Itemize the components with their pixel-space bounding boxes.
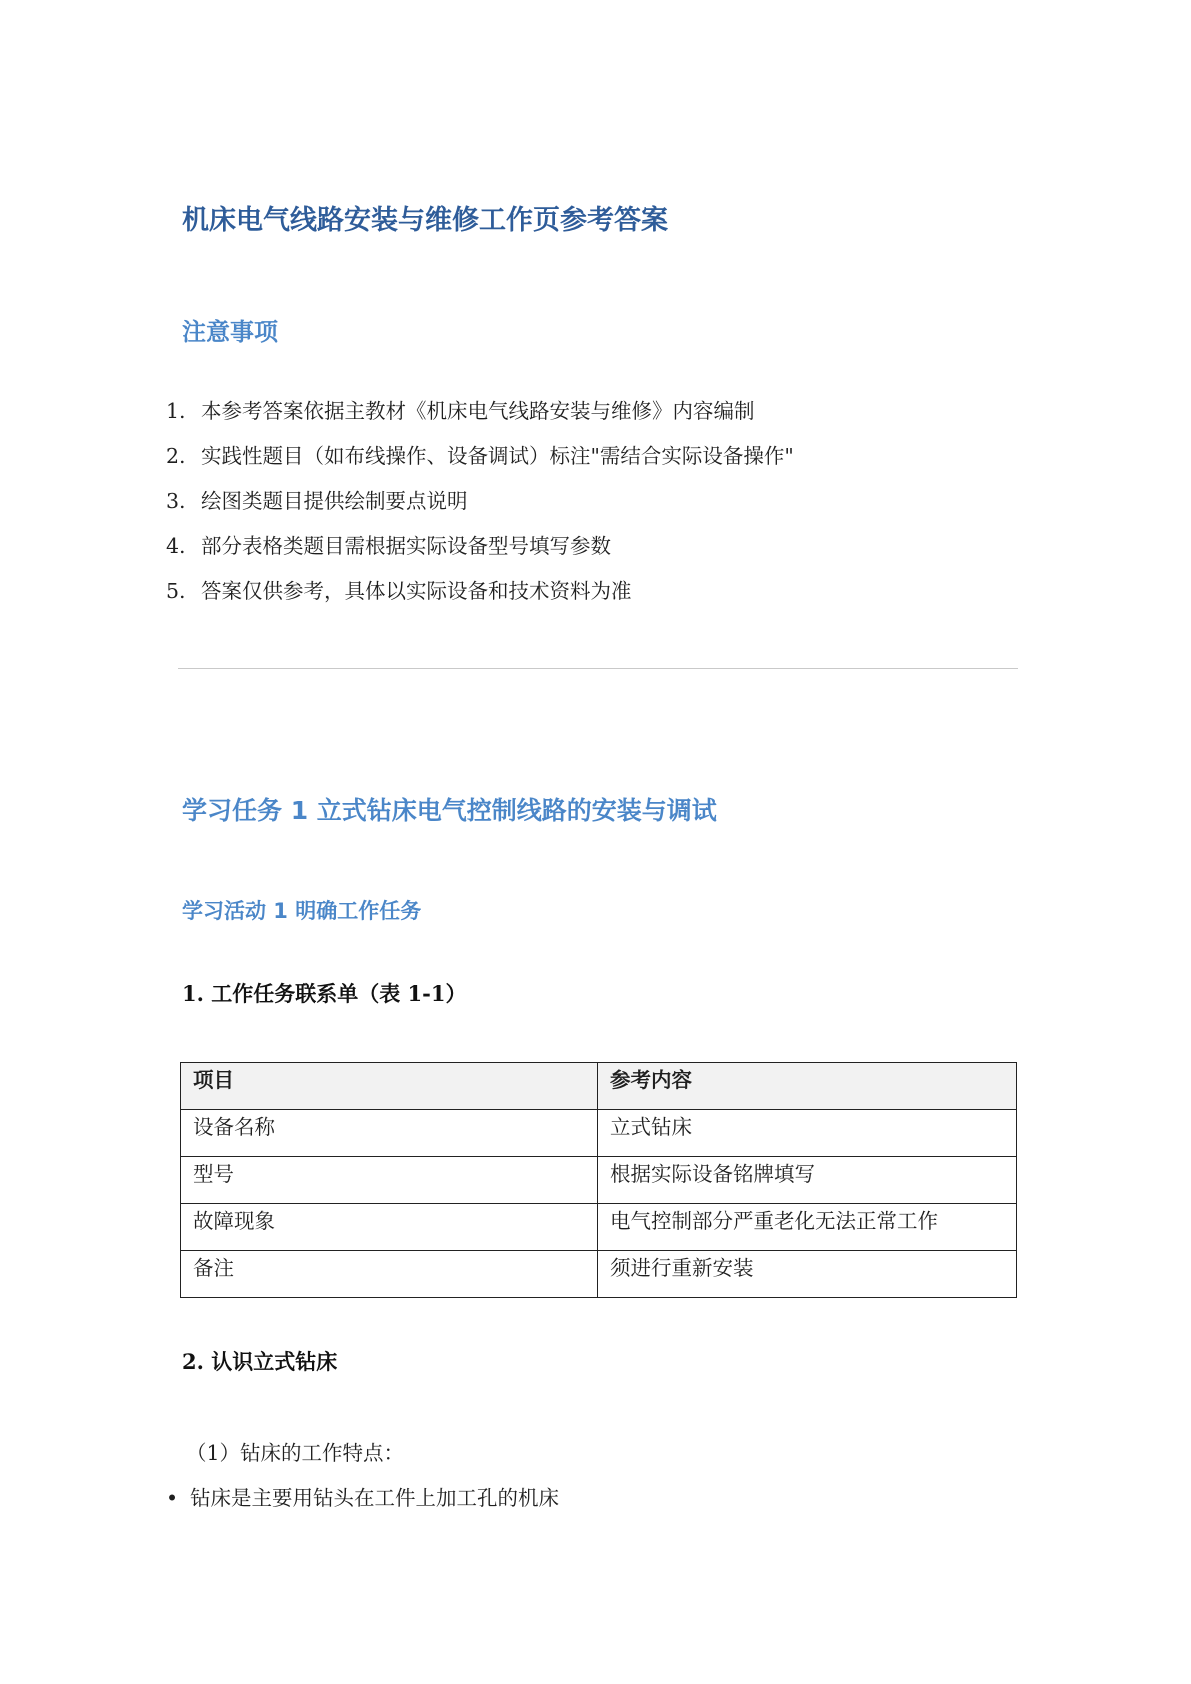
document-title: 机床电气线路安装与维修工作页参考答案 <box>182 205 668 236</box>
column-header: 参考内容 <box>598 1063 1017 1110</box>
table-row <box>181 1204 1017 1251</box>
section-divider <box>178 668 1018 669</box>
list-item: 3. 绘图类题目提供绘制要点说明 <box>166 489 468 513</box>
bullet-icon: • <box>166 1486 179 1510</box>
table-cell: 故障现象 <box>181 1204 598 1251</box>
notes-list <box>166 396 794 621</box>
list-item: 5. 答案仅供参考，具体以实际设备和技术资料为准 <box>166 579 632 603</box>
table-cell: 备注 <box>181 1251 598 1298</box>
subsection-label: （1）钻床的工作特点： <box>186 1441 405 1465</box>
task-heading: 学习任务 1 立式钻床电气控制线路的安装与调试 <box>182 796 717 825</box>
table-row <box>181 1251 1017 1298</box>
task-contact-table <box>180 1062 1017 1298</box>
list-item: 4. 部分表格类题目需根据实际设备型号填写参数 <box>166 534 611 558</box>
list-item: 1. 本参考答案依据主教材《机床电气线路安装与维修》内容编制 <box>166 399 755 423</box>
list-item: 2. 实践性题目（如布线操作、设备调试）标注"需结合实际设备操作" <box>166 444 794 468</box>
table-header-row <box>181 1063 1017 1110</box>
table-cell: 型号 <box>181 1157 598 1204</box>
column-header: 项目 <box>181 1063 598 1110</box>
table-row <box>181 1157 1017 1204</box>
table-cell: 根据实际设备铭牌填写 <box>598 1157 1017 1204</box>
table-cell: 须进行重新安装 <box>598 1251 1017 1298</box>
table-cell: 电气控制部分严重老化无法正常工作 <box>598 1204 1017 1251</box>
section-heading-2: 2. 认识立式钻床 <box>182 1349 338 1374</box>
activity-heading: 学习活动 1 明确工作任务 <box>182 899 422 923</box>
table-cell: 立式钻床 <box>598 1110 1017 1157</box>
bullet-item: • 钻床是主要用钻头在工件上加工孔的机床 <box>166 1486 559 1510</box>
table-row <box>181 1110 1017 1157</box>
notes-heading: 注意事项 <box>182 318 278 346</box>
table-cell: 设备名称 <box>181 1110 598 1157</box>
section-heading-1: 1. 工作任务联系单（表 1-1） <box>182 981 467 1006</box>
